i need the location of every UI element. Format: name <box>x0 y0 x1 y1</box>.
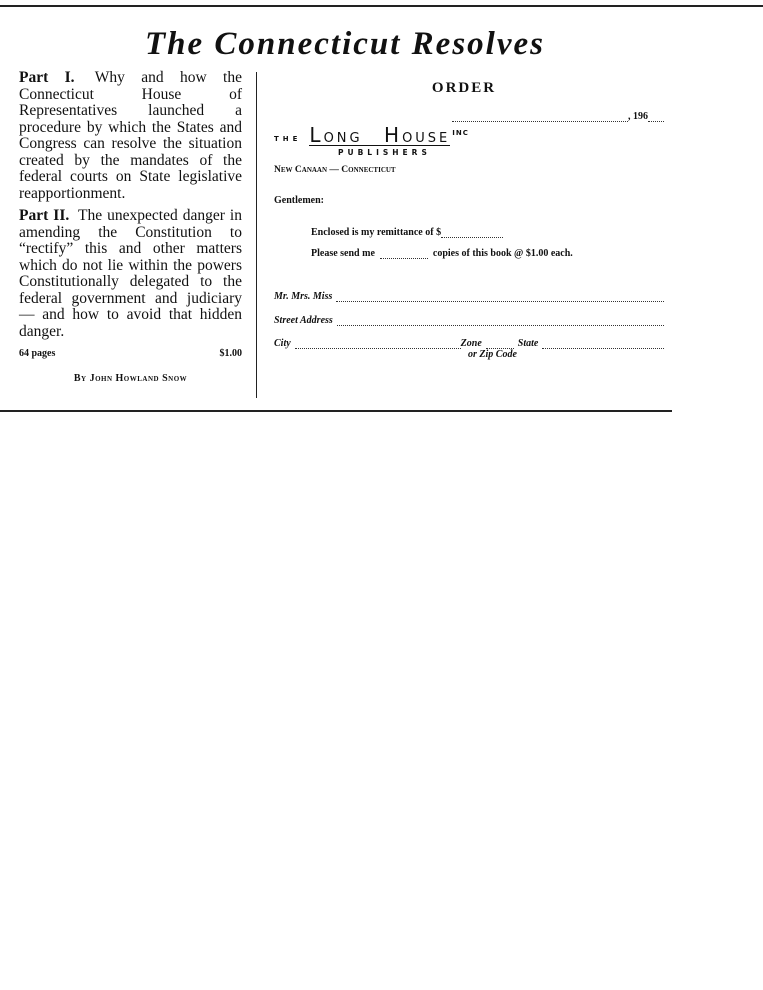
author-line: By John Howland Snow <box>73 372 188 384</box>
part-one-text: Why and how the Connecticut House of Representatives launched a procedure by which the States and Congress can resolve the situation created by the mandates of the federal courts on State legislative reapportionment. <box>19 69 242 202</box>
page-title: The Connecticut Resolves <box>145 26 545 62</box>
name-label: Mr. Mrs. Miss <box>274 291 333 302</box>
date-suffix: , 196 <box>628 111 648 122</box>
part-two-label: Part II. <box>19 207 70 224</box>
publisher-location: New Canaan — Connecticut <box>274 165 396 175</box>
date-field[interactable] <box>452 121 628 122</box>
salutation: Gentlemen: <box>274 195 324 206</box>
publisher-inc: INC <box>452 129 469 137</box>
copies-prefix: Please send me <box>311 248 375 259</box>
part-one <box>19 70 242 202</box>
top-rule <box>0 5 763 7</box>
bottom-rule <box>0 410 672 412</box>
order-heading: ORDER <box>431 80 497 96</box>
city-label: City <box>274 338 291 349</box>
part-two <box>19 208 242 340</box>
state-field[interactable] <box>542 348 664 349</box>
city-field[interactable] <box>295 348 461 349</box>
street-label: Street Address <box>274 315 333 326</box>
copies-row <box>311 248 664 259</box>
state-label: State <box>517 338 539 349</box>
copies-suffix: copies of this book @ $1.00 each. <box>432 248 573 259</box>
part-one-label: Part I. <box>19 69 75 86</box>
copies-field[interactable] <box>380 258 428 259</box>
year-field[interactable] <box>648 121 664 122</box>
street-field[interactable] <box>337 325 664 326</box>
zone-label: Zone <box>460 338 482 349</box>
order-form <box>274 80 664 360</box>
book-price: $1.00 <box>219 348 242 359</box>
zip-label: or Zip Code <box>468 349 517 360</box>
page-count: 64 pages <box>19 348 56 359</box>
publisher-logo <box>274 123 664 147</box>
remittance-label: Enclosed is my remittance of $ <box>311 227 442 238</box>
price-row <box>19 346 242 363</box>
publisher-name: LONG HOUSE <box>309 123 451 147</box>
date-row <box>274 111 664 122</box>
book-description <box>19 70 242 387</box>
name-field[interactable] <box>336 301 664 302</box>
name-row <box>274 291 664 302</box>
publisher-subtitle: PUBLISHERS <box>338 148 431 157</box>
part-two-text: The unexpected danger in amending the Constitution to “rectify” this and other matters which do not lie within the powers Constitutionally delegated to the federal government and judiciary — and how to avoid that hidden danger. <box>19 207 242 340</box>
city-row <box>274 338 664 349</box>
publisher-the: THE <box>274 135 302 143</box>
column-divider <box>256 72 257 398</box>
remittance-row <box>311 227 664 238</box>
remittance-field[interactable] <box>441 237 503 238</box>
street-row <box>274 315 664 326</box>
